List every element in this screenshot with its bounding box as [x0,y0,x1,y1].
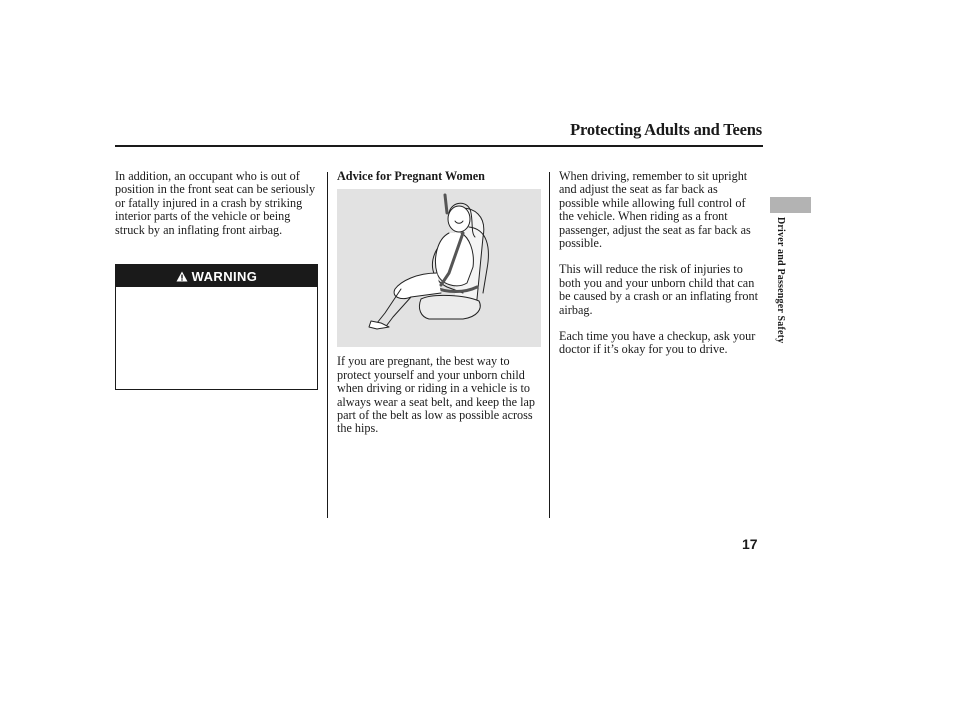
pregnant-woman-seatbelt-illustration [337,189,541,347]
warning-box [115,264,318,390]
injury-risk-paragraph: This will reduce the risk of injuries to both you and your unborn child that can be caused by a crash or an inflating front airbag. [559,262,758,317]
pregnancy-advice-paragraph: If you are pregnant, the best way to protect yourself and your unborn child when driving or riding in a vehicle is to always wear a seat belt, and keep the lap part of the belt as low as possible across the hips. [337,354,535,436]
intro-paragraph: In addition, an occupant who is out of position in the front seat can be seriously or fatally injured in a crash by striking interior parts of the vehicle or being struck by an inflating front airbag. [115,169,316,237]
warning-label: WARNING [191,268,258,284]
title-rule [115,145,763,147]
section-tab [770,197,811,213]
doctor-checkup-paragraph: Each time you have a checkup, ask your doctor if it’s okay for you to drive. [559,329,756,357]
warning-header [116,265,317,287]
column-1 [115,170,321,237]
column-2 [337,170,541,436]
illustration-drawing [337,189,541,347]
page-number: 17 [742,536,758,552]
section-tab-label: Driver and Passenger Safety [775,217,786,344]
page-title: Protecting Adults and Teens [570,120,762,139]
column-divider [327,172,328,518]
warning-triangle-icon [176,271,188,282]
section-heading: Advice for Pregnant Women [337,169,485,183]
column-3 [559,170,759,357]
driving-position-paragraph: When driving, remember to sit upright and adjust the seat as far back as possible while allowing full control of the vehicle. When riding as a front passenger, adjust the seat as far back as possible. [559,169,751,251]
column-divider [549,172,550,518]
